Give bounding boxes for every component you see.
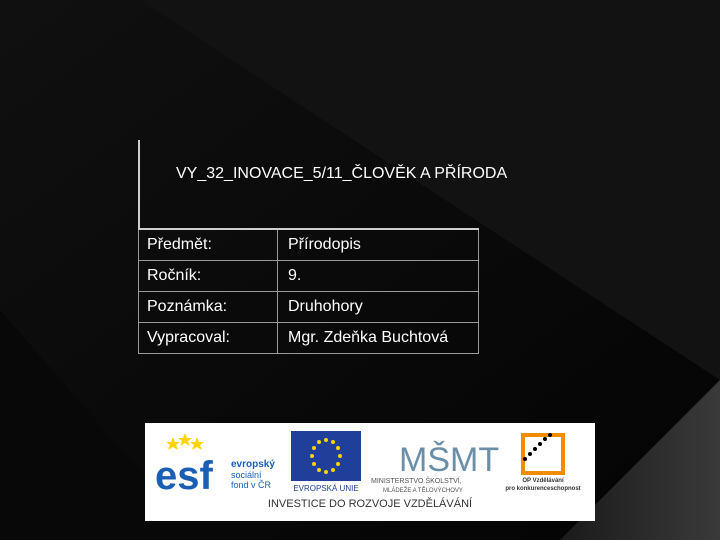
esf-mark: esf: [155, 454, 213, 498]
row-label: Poznámka:: [139, 292, 278, 323]
row-label: Vypracoval:: [139, 323, 278, 354]
row-value: Mgr. Zdeňka Buchtová: [278, 323, 479, 354]
funding-logos-banner: [145, 423, 595, 521]
op-dots-icon: [523, 433, 552, 461]
esf-line2: sociální: [231, 470, 262, 480]
row-value: Přírodopis: [278, 229, 479, 261]
msmt-line2: MLÁDEŽE A TĚLOVÝCHOVY: [383, 488, 463, 494]
esf-logo: [155, 433, 275, 498]
esf-line3: fond v ČR: [231, 480, 272, 490]
op-logo: [505, 433, 580, 492]
op-line1: OP Vzdělávání: [522, 478, 564, 484]
row-label: Ročník:: [139, 261, 278, 292]
table-row: [139, 292, 479, 323]
msmt-mark: MŠMT: [399, 441, 500, 479]
msmt-logo: [371, 441, 499, 494]
row-label: Předmět:: [139, 229, 278, 261]
esf-stars-icon: [166, 433, 204, 450]
eu-label: EVROPSKÁ UNIE: [293, 484, 359, 493]
info-table: [138, 228, 479, 354]
table-row: [139, 261, 479, 292]
banner-footer: INVESTICE DO ROZVOJE VZDĚLÁVÁNÍ: [267, 498, 473, 510]
op-line2: pro konkurenceschopnost: [505, 486, 581, 492]
row-value: Druhohory: [278, 292, 479, 323]
msmt-line1: MINISTERSTVO ŠKOLSTVÍ,: [371, 478, 462, 485]
row-value: 9.: [278, 261, 479, 292]
title-box: [138, 140, 640, 228]
esf-line1: evropský: [231, 459, 275, 470]
table-row: [139, 229, 479, 261]
eu-logo: [291, 431, 361, 493]
table-row: [139, 323, 479, 354]
slide-title: VY_32_INOVACE_5/11_ČLOVĚK A PŘÍRODA: [176, 165, 508, 182]
